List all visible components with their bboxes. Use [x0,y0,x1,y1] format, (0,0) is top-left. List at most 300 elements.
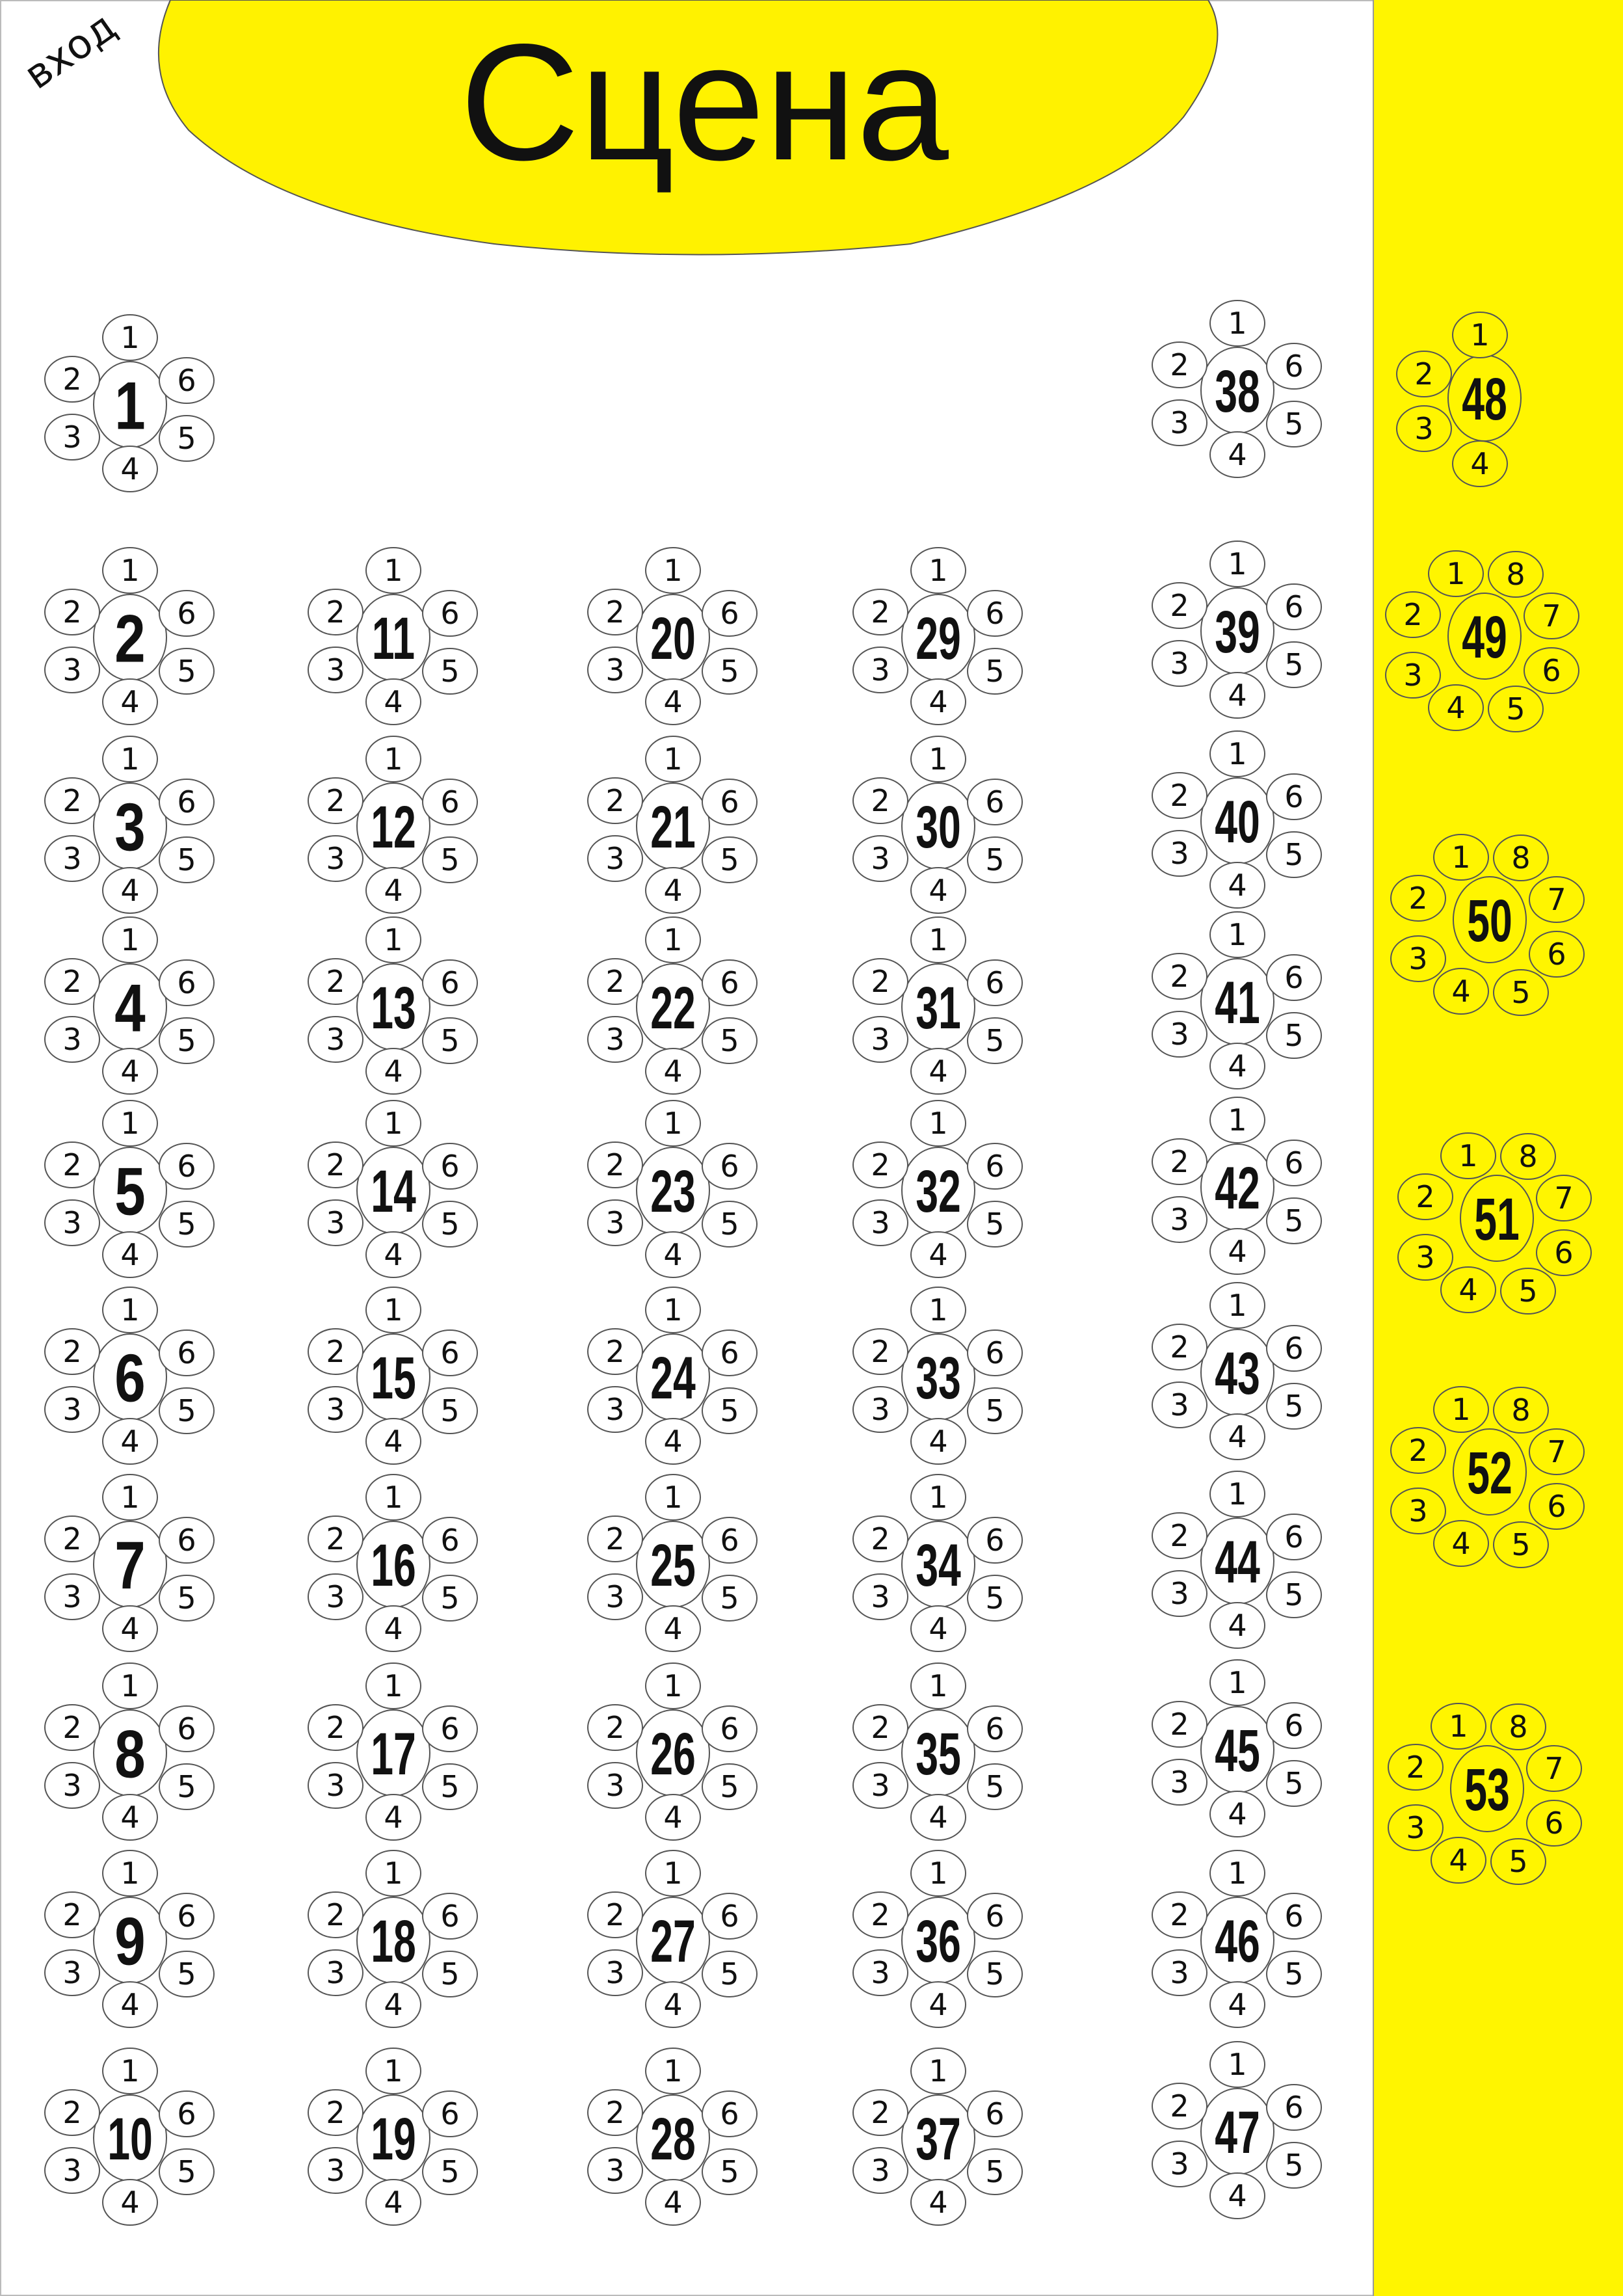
seat-number: 2 [1408,881,1428,916]
seat-number: 4 [929,1237,948,1272]
table-number: 51 [1474,1186,1520,1253]
seat-number: 2 [605,964,625,999]
seat-number: 1 [929,1480,948,1515]
table-number: 6 [114,1341,146,1417]
seat-number: 5 [720,1023,739,1058]
seat-number: 1 [1228,736,1247,771]
seat-number: 3 [1403,658,1423,693]
seat-number: 1 [1228,2047,1247,2082]
seat-number: 3 [871,1579,890,1614]
table-number: 13 [371,974,416,1042]
seat-number: 1 [663,1292,683,1328]
seat-number: 4 [663,873,683,908]
seat-number: 4 [663,1987,683,2022]
seat-number: 4 [1228,868,1247,903]
seat-number: 2 [1170,1144,1189,1179]
seat-number: 1 [1470,317,1490,353]
seat-number: 2 [62,1334,82,1369]
seat-number: 7 [1542,598,1561,634]
seat-number: 6 [720,965,739,1000]
seat-number: 1 [929,1856,948,1891]
seat-number: 5 [720,1581,739,1616]
seat-number: 4 [663,1800,683,1835]
seat-number: 5 [720,1393,739,1428]
seat-number: 6 [177,1149,196,1184]
seat-number: 5 [1511,975,1531,1010]
table-number: 41 [1215,969,1260,1037]
seat-number: 4 [384,1800,403,1835]
seat-number: 4 [1228,1234,1247,1269]
table-number: 52 [1467,1439,1512,1507]
seat-number: 5 [720,1956,739,1992]
seat-number: 4 [663,1611,683,1646]
seat-number: 5 [720,2154,739,2189]
seat-number: 4 [384,1054,403,1089]
seat-number: 2 [1170,1897,1189,1932]
seat-number: 1 [929,1106,948,1141]
seat-number: 3 [1170,1576,1189,1611]
seat-number: 5 [1284,837,1304,872]
seat-number: 5 [1509,1844,1528,1879]
table-number: 1 [114,368,146,444]
seat-number: 1 [663,1668,683,1703]
table-number: 44 [1215,1528,1260,1596]
seat-number: 4 [929,1054,948,1089]
seat-number: 1 [663,1106,683,1141]
seat-number: 6 [440,1335,460,1370]
seat-number: 7 [1547,882,1566,917]
seat-number: 1 [663,553,683,588]
seat-number: 4 [120,2185,140,2220]
seat-number: 7 [1547,1434,1566,1469]
seat-number: 5 [177,2154,196,2189]
seat-number: 3 [871,1205,890,1240]
seat-number: 2 [326,964,345,999]
seat-number: 3 [871,2153,890,2188]
seat-number: 2 [605,1334,625,1369]
seat-number: 6 [720,1711,739,1746]
table-number: 42 [1215,1155,1260,1222]
seat-number: 1 [120,741,140,777]
seat-number: 3 [326,2153,345,2188]
seat-number: 6 [1284,779,1304,814]
seat-number: 1 [929,922,948,957]
seat-number: 3 [326,1955,345,1990]
seat-number: 6 [1554,1235,1574,1270]
table-number: 40 [1215,788,1260,856]
seat-number: 4 [929,684,948,719]
seat-number: 3 [1416,1240,1435,1275]
seat-number: 3 [1170,1202,1189,1237]
seat-number: 2 [1406,1750,1425,1785]
seat-number: 5 [1284,1766,1304,1801]
seat-number: 2 [871,1334,890,1369]
seat-number: 7 [1544,1751,1564,1786]
seat-number: 5 [985,654,1005,689]
seat-number: 2 [1170,588,1189,623]
seat-number: 6 [985,965,1005,1000]
table-number: 17 [371,1720,416,1788]
seat-number: 3 [326,1579,345,1614]
seat-number: 6 [1544,1806,1564,1841]
seat-number: 6 [177,363,196,398]
table-number: 35 [916,1720,961,1788]
seat-number: 2 [1170,1329,1189,1365]
seat-number: 2 [605,594,625,630]
seat-number: 5 [177,842,196,877]
seat-number: 5 [177,1769,196,1804]
seat-number: 6 [985,1899,1005,1934]
seat-number: 3 [326,1205,345,1240]
seat-number: 2 [1170,1707,1189,1742]
seat-number: 5 [985,1956,1005,1992]
seat-number: 6 [985,596,1005,631]
seat-number: 5 [1284,407,1304,442]
seat-number: 4 [1228,678,1247,713]
seat-number: 2 [62,362,82,397]
table-number: 5 [114,1154,146,1230]
table-number: 2 [114,601,146,677]
seat-number: 1 [1451,840,1471,875]
seat-number: 4 [929,873,948,908]
seat-number: 5 [440,1393,460,1428]
table-number: 49 [1462,604,1507,671]
seat-number: 1 [1228,1856,1247,1891]
seat-number: 5 [177,1023,196,1058]
seat-number: 1 [120,1480,140,1515]
seat-number: 3 [1170,2146,1189,2182]
seat-number: 5 [720,1207,739,1242]
seat-number: 6 [440,596,460,631]
seat-number: 2 [326,1710,345,1745]
seat-number: 3 [1170,405,1189,440]
table-number: 8 [114,1716,146,1793]
seat-number: 4 [384,2185,403,2220]
seat-number: 4 [929,2185,948,2220]
seat-number: 2 [1408,1433,1428,1468]
seat-number: 4 [120,1611,140,1646]
seat-number: 4 [1228,1419,1247,1454]
seat-number: 4 [663,1054,683,1089]
seat-number: 3 [326,652,345,687]
seat-number: 6 [1284,1331,1304,1366]
seat-number: 1 [929,2053,948,2089]
seat-number: 5 [440,1023,460,1058]
seat-number: 8 [1518,1139,1538,1174]
seat-number: 1 [120,2053,140,2089]
seat-number: 3 [1170,1955,1189,1990]
seat-number: 3 [605,1768,625,1803]
seat-number: 6 [720,596,739,631]
seat-number: 1 [120,1856,140,1891]
seat-number: 6 [177,1899,196,1934]
seat-number: 5 [440,1956,460,1992]
seat-number: 2 [605,783,625,818]
seat-number: 5 [985,1581,1005,1616]
seat-number: 2 [62,2095,82,2130]
seat-number: 5 [440,1207,460,1242]
seat-number: 5 [985,1207,1005,1242]
seat-number: 5 [177,1956,196,1992]
seat-number: 2 [605,2095,625,2130]
seat-number: 4 [663,2185,683,2220]
seat-number: 3 [1170,1017,1189,1052]
seat-number: 6 [1547,937,1566,972]
seat-number: 3 [871,1392,890,1427]
seat-number: 2 [871,2095,890,2130]
seat-number: 3 [871,841,890,876]
seat-number: 3 [605,1022,625,1057]
seat-number: 5 [177,654,196,689]
seat-number: 3 [605,2153,625,2188]
table-number: 25 [650,1532,696,1599]
seat-number: 6 [1547,1489,1566,1524]
table-number: 34 [916,1532,961,1599]
seat-number: 2 [1170,959,1189,994]
table-number: 37 [916,2105,961,2173]
seat-number: 3 [62,420,82,455]
seat-number: 3 [1408,941,1428,976]
seat-number: 2 [871,1897,890,1932]
seat-number: 2 [326,1334,345,1369]
table-number: 48 [1462,366,1507,433]
seat-number: 1 [120,1106,140,1141]
seat-number: 3 [326,1022,345,1057]
seat-number: 4 [1451,974,1471,1009]
seat-number: 6 [177,1335,196,1370]
seat-number: 6 [1284,2090,1304,2125]
seat-number: 3 [1414,411,1434,446]
seat-number: 1 [1451,1392,1471,1427]
seat-number: 6 [720,1335,739,1370]
seat-number: 4 [120,1987,140,2022]
seat-number: 6 [440,784,460,820]
table-number: 23 [650,1158,696,1225]
seat-number: 2 [1416,1179,1435,1214]
seat-number: 6 [440,1149,460,1184]
seat-number: 5 [440,1769,460,1804]
seat-number: 6 [440,1899,460,1934]
seat-number: 2 [871,1521,890,1556]
seat-number: 2 [871,1710,890,1745]
seat-number: 1 [929,741,948,777]
seat-number: 3 [871,652,890,687]
seat-number: 5 [440,842,460,877]
seat-number: 3 [62,1022,82,1057]
table-number: 16 [371,1532,416,1599]
seat-number: 5 [720,654,739,689]
seat-number: 6 [1284,1519,1304,1555]
table-number: 30 [916,794,961,861]
seat-number: 1 [1228,546,1247,581]
seat-number: 6 [1284,589,1304,624]
seat-number: 4 [663,1237,683,1272]
seat-number: 4 [929,1611,948,1646]
seat-number: 3 [62,2153,82,2188]
table-number: 10 [107,2105,153,2173]
seat-number: 4 [120,1424,140,1459]
seat-number: 1 [929,553,948,588]
seat-number: 6 [1284,960,1304,995]
seat-number: 6 [720,1149,739,1184]
table-number: 39 [1215,598,1260,666]
seat-number: 3 [326,1392,345,1427]
seat-number: 3 [1408,1493,1428,1528]
seat-number: 1 [929,1668,948,1703]
seat-number: 1 [120,1668,140,1703]
seat-number: 2 [871,783,890,818]
seat-number: 5 [985,1393,1005,1428]
seat-number: 6 [177,784,196,820]
seat-number: 1 [1228,1288,1247,1323]
table-number: 33 [916,1344,961,1412]
seat-number: 6 [177,2096,196,2131]
seat-number: 3 [605,1579,625,1614]
seat-number: 6 [985,1149,1005,1184]
seat-number: 1 [384,741,403,777]
seat-number: 7 [1554,1181,1574,1216]
stage-label: Сцена [460,10,949,195]
seat-number: 4 [120,1054,140,1089]
seat-number: 5 [1284,1389,1304,1424]
table-number: 14 [371,1158,416,1225]
entrance-label[interactable]: вход [15,2,125,99]
seat-number: 6 [1284,1708,1304,1743]
seat-number: 4 [1228,2178,1247,2213]
seat-number: 1 [384,1292,403,1328]
seat-number: 4 [120,451,140,487]
seat-number: 4 [384,1611,403,1646]
seat-number: 6 [720,784,739,820]
seat-number: 1 [384,1106,403,1141]
seat-number: 5 [985,1023,1005,1058]
seat-number: 2 [62,1897,82,1932]
seat-number: 2 [1170,778,1189,813]
seat-number: 8 [1509,1709,1528,1744]
seat-number: 4 [1228,1048,1247,1084]
table-number: 29 [916,605,961,673]
table-number: 12 [371,794,416,861]
table-number: 28 [650,2105,696,2173]
seat-number: 5 [985,2154,1005,2189]
table-number: 21 [650,794,696,861]
seat-number: 6 [1284,1899,1304,1934]
table-number: 53 [1464,1756,1510,1824]
seat-number: 1 [1228,306,1247,341]
seat-number: 1 [1446,556,1466,591]
seat-number: 2 [871,964,890,999]
seat-number: 4 [1446,690,1466,725]
seat-number: 4 [1449,1843,1468,1878]
seat-number: 3 [605,1392,625,1427]
seat-number: 3 [1170,1765,1189,1800]
seat-number: 2 [326,1147,345,1182]
seat-number: 3 [62,1392,82,1427]
seat-number: 6 [177,596,196,631]
table-number: 47 [1215,2099,1260,2167]
seat-number: 1 [384,1480,403,1515]
seat-number: 6 [440,965,460,1000]
seat-number: 1 [1228,1476,1247,1512]
seat-number: 2 [62,783,82,818]
seat-number: 1 [1228,917,1247,952]
seat-number: 1 [663,2053,683,2089]
seat-number: 5 [1284,647,1304,682]
seat-number: 1 [120,320,140,355]
seat-number: 4 [120,1237,140,1272]
seat-number: 1 [384,2053,403,2089]
seat-number: 6 [720,1523,739,1558]
seat-number: 4 [929,1987,948,2022]
seat-number: 5 [985,842,1005,877]
seat-number: 4 [384,1424,403,1459]
seat-number: 2 [62,1710,82,1745]
seat-number: 3 [62,652,82,687]
seat-number: 3 [871,1022,890,1057]
seat-number: 8 [1511,1393,1531,1428]
seat-number: 4 [1228,1987,1247,2022]
seat-number: 5 [1284,1203,1304,1238]
seat-number: 5 [1511,1527,1531,1562]
seat-number: 2 [605,1897,625,1932]
seat-number: 6 [720,1899,739,1934]
seat-number: 5 [177,1393,196,1428]
seat-number: 4 [1458,1272,1478,1307]
table-number: 38 [1215,358,1260,425]
seat-number: 5 [177,1581,196,1616]
seat-number: 1 [120,1292,140,1328]
seat-number: 8 [1506,557,1525,592]
seat-number: 3 [605,1205,625,1240]
seat-number: 2 [1403,597,1423,632]
seat-number: 1 [663,922,683,957]
seat-number: 3 [62,1955,82,1990]
seat-number: 6 [1284,1145,1304,1181]
seat-number: 1 [384,553,403,588]
seat-number: 4 [384,1237,403,1272]
seat-number: 4 [663,1424,683,1459]
seat-number: 6 [440,1711,460,1746]
table-number: 24 [650,1344,696,1412]
seat-number: 2 [605,1710,625,1745]
seat-number: 4 [120,684,140,719]
seat-number: 5 [1284,2148,1304,2183]
seat-number: 3 [62,841,82,876]
table-number: 46 [1215,1908,1260,1975]
seat-number: 2 [62,1521,82,1556]
seat-number: 4 [384,684,403,719]
seat-number: 1 [1449,1709,1468,1744]
seat-number: 1 [384,1856,403,1891]
seat-number: 5 [720,842,739,877]
seat-number: 1 [663,741,683,777]
seat-number: 1 [384,1668,403,1703]
seat-number: 6 [985,784,1005,820]
seat-number: 1 [663,1856,683,1891]
seat-number: 3 [326,841,345,876]
seat-number: 3 [871,1768,890,1803]
seat-number: 1 [384,922,403,957]
seat-number: 3 [1170,1387,1189,1422]
seat-number: 3 [62,1205,82,1240]
seat-number: 3 [62,1579,82,1614]
seat-number: 4 [120,873,140,908]
seat-number: 4 [1451,1526,1471,1561]
table-number: 11 [371,605,416,673]
seat-number: 3 [326,1768,345,1803]
seat-number: 6 [1284,349,1304,384]
table-number: 50 [1467,887,1512,955]
